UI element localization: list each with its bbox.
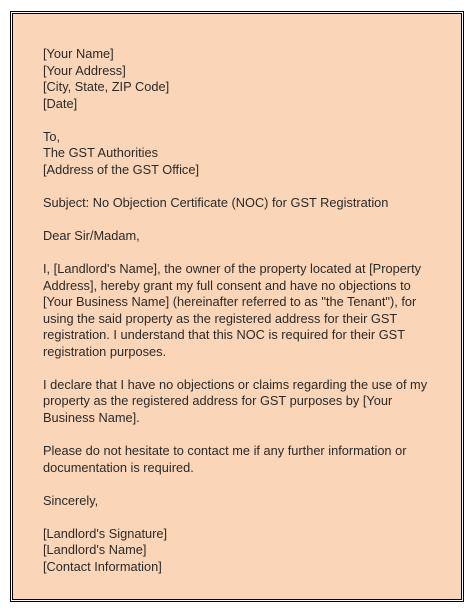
salutation: Dear Sir/Madam, [43,227,140,243]
landlord-signature: [Landlord's Signature] [43,525,168,541]
landlord-name: [Landlord's Name] [43,542,147,558]
recipient-address: [Address of the GST Office] [43,161,200,177]
letter-date: [Date] [43,95,78,111]
recipient-block [43,129,428,179]
body-paragraph-3: Please do not hesitate to contact me if any further information or documentation is required. [43,443,407,475]
recipient-name: The GST Authorities [43,145,158,161]
subject-line: Subject: No Objection Certificate (NOC) for GST Registration [43,194,389,210]
sender-city-state-zip: [City, State, ZIP Code] [43,79,170,95]
closing: Sincerely, [43,492,99,508]
signature-block [43,526,428,576]
noc-letter [43,46,428,575]
sender-address: [Your Address] [43,62,126,78]
sender-block [43,46,428,112]
sender-name: [Your Name] [43,46,114,61]
contact-information: [Contact Information] [43,558,162,574]
recipient-to: To, [43,128,61,144]
body-paragraph-2: I declare that I have no objections or claims regarding the use of my property as the registered address for GST purposes by [Your Business Name]. [43,376,428,426]
body-paragraph-1: I, [Landlord's Name], the owner of the property located at [Property Address], hereby grant my full consent and have no objections to [Your Business Name] (hereinafter referred to as "the Tenant"), for using the said property as the registered address for their GST registration. I understand that this NOC is required for their GST registration purposes. [43,260,422,359]
